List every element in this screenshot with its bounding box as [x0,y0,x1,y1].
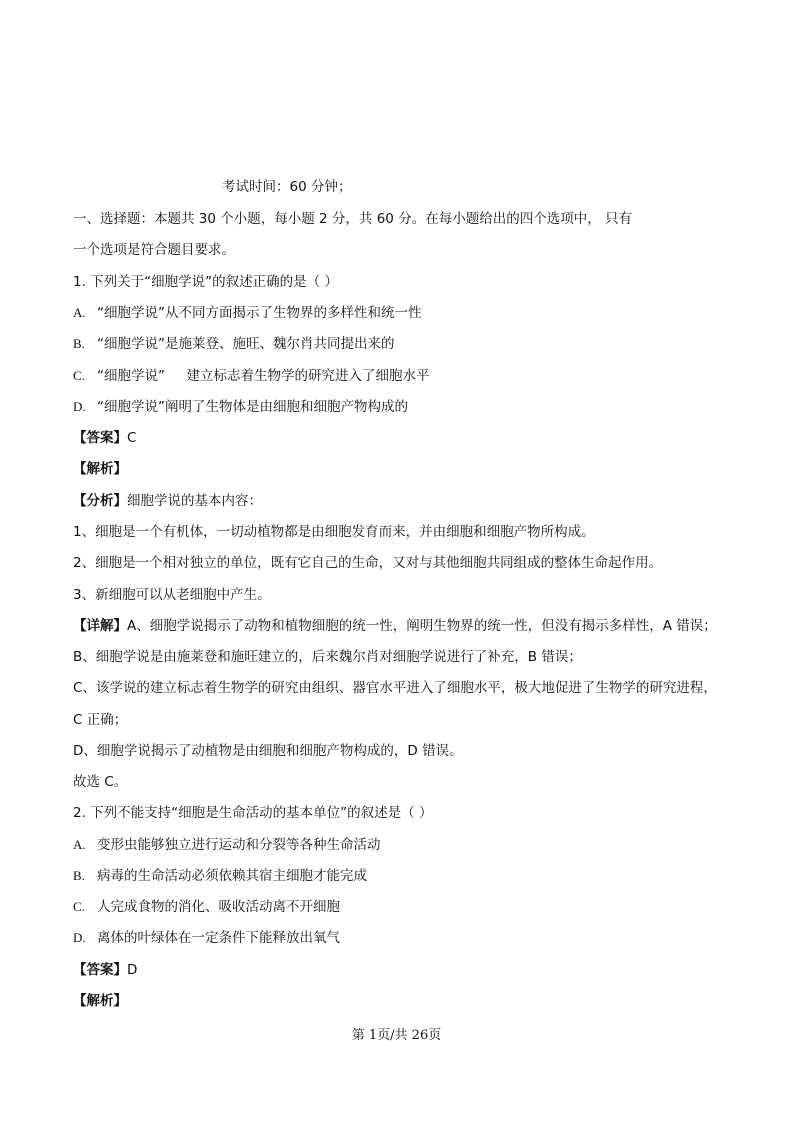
detail-a-text: A、细胞学说揭示了动物和植物细胞的统一性，阐明生物界的统一性，但没有揭示多样性，A 错误； [127,618,717,634]
option-letter: D. [73,399,86,414]
question-1-detail-c-line2: C 正确； [73,712,128,728]
analysis-label: 解析 [86,993,114,1009]
bracket-close: 】 [113,993,127,1009]
question-1-detail-a [73,617,773,635]
question-1-analysis-heading [73,460,773,478]
bracket-open: 【 [73,618,87,634]
question-1-point-2: 2、细胞是一个相对独立的单位，既有它自己的生命，又对与其他细胞共同组成的整体生命起作用。 [73,555,663,571]
answer-value: D [127,962,138,978]
question-2-answer [73,961,773,979]
fenxi-label: 分析 [86,493,114,509]
question-1-option-d [73,398,773,416]
exam-time: 考试时间：60 分钟； [222,179,352,195]
option-text: “细胞学说”从不同方面揭示了生物界的多样性和统一性 [97,305,422,321]
option-letter: C. [73,899,85,914]
question-1-point-1: 1、细胞是一个有机体，一切动植物都是由细胞发育而来，并由细胞和细胞产物所构成。 [73,524,595,540]
question-1-stem: 1. 下列关于“细胞学说”的叙述正确的是（ ） [73,274,338,290]
option-letter: B. [73,336,85,351]
question-1-conclusion: 故选 C。 [73,774,128,790]
answer-value: C [127,430,137,446]
option-letter: C. [73,368,85,383]
question-2-option-a [73,836,773,854]
bracket-close: 】 [113,430,127,446]
option-text: 变形虫能够独立进行运动和分裂等各种生命活动 [97,837,381,853]
bracket-close: 】 [113,618,127,634]
bracket-open: 【 [73,993,87,1009]
fenxi-text: 细胞学说的基本内容： [127,493,262,509]
bracket-open: 【 [73,461,87,477]
answer-label: 答案 [86,430,114,446]
option-letter: A. [73,837,86,852]
option-text: 病毒的生命活动必须依赖其宿主细胞才能完成 [97,868,367,884]
bracket-open: 【 [73,962,87,978]
question-2-option-b [73,867,773,885]
option-text: “细胞学说”是施莱登、施旺、魏尔肖共同提出来的 [97,336,395,352]
page-footer: 第 1页/共 26页 [351,1028,442,1043]
bracket-open: 【 [73,430,87,446]
option-text: 人完成食物的消化、吸收活动离不开细胞 [97,899,340,915]
question-1-option-c [73,367,773,385]
bracket-close: 】 [113,493,127,509]
option-letter: B. [73,868,85,883]
question-2-option-c [73,898,773,916]
question-1-fenxi [73,492,773,510]
question-1-detail-b: B、细胞学说是由施莱登和施旺建立的，后来魏尔肖对细胞学说进行了补充，B 错误； [73,649,582,665]
option-text: “细胞学说” 建立标志着生物学的研究进入了细胞水平 [97,368,430,384]
section-instructions-line2: 一个选项是符合题目要求。 [73,242,235,258]
option-text: “细胞学说”阐明了生物体是由细胞和细胞产物构成的 [97,399,408,415]
question-1-detail-d: D、细胞学说揭示了动植物是由细胞和细胞产物构成的，D 错误。 [73,743,463,759]
answer-label: 答案 [86,962,114,978]
bracket-close: 】 [113,962,127,978]
question-1-option-b [73,335,773,353]
question-2-analysis-heading [73,992,773,1010]
question-2-option-d [73,929,773,947]
option-letter: D. [73,930,86,945]
option-letter: A. [73,305,86,320]
question-1-answer [73,429,773,447]
detail-label: 详解 [86,618,114,634]
option-text: 离体的叶绿体在一定条件下能释放出氧气 [97,930,340,946]
section-instructions-line1: 一、选择题：本题共 30 个小题，每小题 2 分，共 60 分。在每小题给出的四个选项中， 只有 [73,211,632,227]
bracket-open: 【 [73,493,87,509]
question-1-option-a [73,304,773,322]
question-1-point-3: 3、新细胞可以从老细胞中产生。 [73,587,271,603]
question-1-detail-c-line1: C、该学说的建立标志着生物学的研究由组织、器官水平进入了细胞水平，极大地促进了生物学的研究进程， [73,680,717,696]
question-2-stem: 2. 下列不能支持“细胞是生命活动的基本单位”的叙述是（ ） [73,805,433,821]
bracket-close: 】 [113,461,127,477]
analysis-label: 解析 [86,461,114,477]
